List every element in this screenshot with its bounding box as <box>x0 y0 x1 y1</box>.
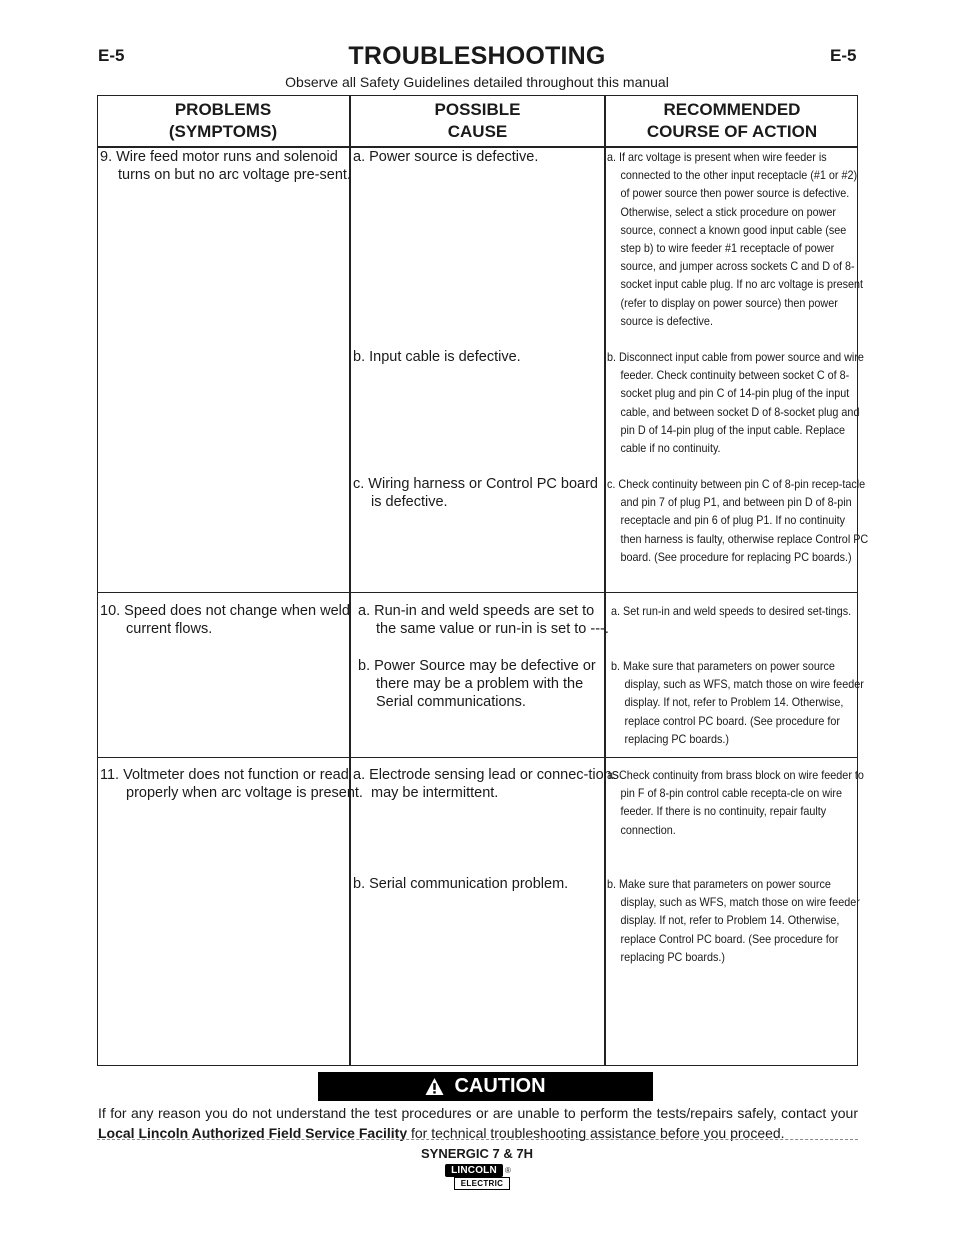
action-9b: b. Disconnect input cable from power source and wire feeder. Check continuity between socket C of 8-socket plug and pin C of 14-pin plug of the input cable, and between socket D of 8-socket plug and pin D of 14-pin plug of the input cable. Replace cable if no continuity. <box>607 350 864 456</box>
cause-11b: b. Serial communication problem. <box>353 876 569 892</box>
action-9c: c. Check continuity between pin C of 8-pin recep-tacle and pin 7 of plug P1, and between pin D of 8-pin receptacle and pin 6 of plug P1. If no continuity then harness is faulty, otherwise replace Control PC board. (See procedure for replacing PC boards.) <box>607 477 869 564</box>
column-header-line: CAUSE <box>447 121 508 141</box>
row-divider <box>97 757 858 758</box>
warning-triangle-icon <box>425 1077 444 1096</box>
footer-divider <box>97 1139 858 1140</box>
page-code-right: E-5 <box>830 46 857 65</box>
safety-note: Observe all Safety Guidelines detailed throughout this manual <box>285 74 669 90</box>
column-header-line: POSSIBLE <box>434 99 521 119</box>
column-divider <box>349 95 351 1066</box>
action-11b: b. Make sure that parameters on power source display, such as WFS, match those on wire feeder display. If not, refer to Problem 14. Otherwise, replace Control PC board. (See procedure for replacing PC boards.) <box>607 877 860 964</box>
problem-9: 9. Wire feed motor runs and solenoid turns on but no arc voltage pre-sent. <box>100 149 351 183</box>
column-header-action <box>606 95 858 146</box>
cause-9a: a. Power source is defective. <box>353 149 539 165</box>
logo-bottom-text: ELECTRIC <box>454 1177 510 1190</box>
logo-top-text: LINCOLN <box>445 1164 503 1177</box>
column-header-line: PROBLEMS <box>174 99 272 119</box>
column-divider <box>604 95 606 1066</box>
page-code-left: E-5 <box>98 46 125 65</box>
cause-10a: a. Run-in and weld speeds are set to the same value or run-in is set to ---. <box>358 603 609 637</box>
problem-10: 10. Speed does not change when weld current flows. <box>100 603 350 637</box>
row-divider <box>97 592 858 593</box>
lincoln-electric-logo <box>442 1164 512 1192</box>
action-9a: a. If arc voltage is present when wire feeder is connected to the other input receptacle (#1 or #2) of power source then power source is defective. Otherwise, select a stick procedure on power source, connect a known good input cable (see step b) to wire feeder #1 receptacle of power source, and jumper across sockets C and D of 8-socket input cable plug. If no arc voltage is present (refer to display on power source) then power source is defective. <box>607 150 864 328</box>
caution-banner <box>318 1072 653 1101</box>
cause-9c: c. Wiring harness or Control PC board is defective. <box>353 476 598 510</box>
cause-11a: a. Electrode sensing lead or connec-tions may be intermittent. <box>353 767 619 801</box>
caution-text-start: If for any reason you do not understand the test procedures or are unable to perform the tests/repairs safely, contact your <box>98 1105 858 1121</box>
column-header-problems <box>97 95 349 146</box>
caution-text <box>98 1103 858 1143</box>
model-name: SYNERGIC 7 & 7H <box>421 1146 533 1161</box>
column-header-cause <box>351 95 604 146</box>
action-11a: a. Check continuity from brass block on wire feeder to pin F of 8-pin control cable recepta-cle on wire feeder. If there is no continuity, repair faulty connection. <box>607 768 864 837</box>
caution-text-end: for technical troubleshooting assistance before you proceed. <box>407 1125 785 1141</box>
page-title: TROUBLESHOOTING <box>348 42 606 70</box>
column-header-line: COURSE OF ACTION <box>646 121 818 141</box>
action-10a: a. Set run-in and weld speeds to desired set-tings. <box>611 604 852 618</box>
cause-9b: b. Input cable is defective. <box>353 349 521 365</box>
cause-10b: b. Power Source may be defective or there may be a problem with the Serial communications. <box>358 658 596 710</box>
caution-label: CAUTION <box>454 1075 546 1097</box>
column-header-line: RECOMMENDED <box>663 99 801 119</box>
column-header-line: (SYMPTOMS) <box>168 121 278 141</box>
problem-11: 11. Voltmeter does not function or read properly when arc voltage is present. <box>100 767 363 801</box>
caution-text-contact: Local Lincoln Authorized Field Service Facility <box>98 1125 408 1141</box>
logo-registered-mark: ® <box>505 1166 511 1175</box>
action-10b: b. Make sure that parameters on power source display, such as WFS, match those on wire feeder display. If not, refer to Problem 14. Otherwise, replace control PC board. (See procedure for replacing PC boards.) <box>611 659 864 746</box>
